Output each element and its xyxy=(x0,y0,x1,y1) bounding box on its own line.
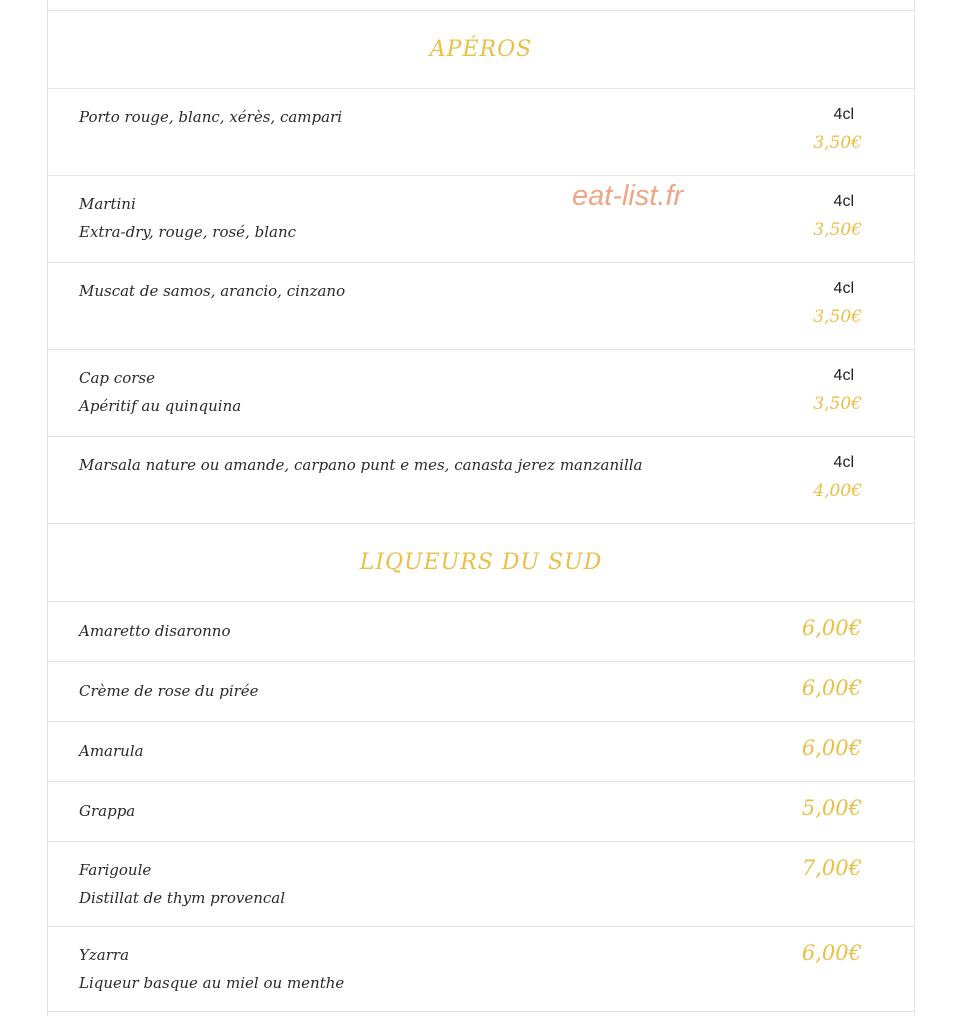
item-price: 3,50€ xyxy=(813,394,862,414)
menu-item xyxy=(48,437,914,524)
item-name: Amaretto disaronno xyxy=(79,622,231,640)
item-text xyxy=(79,451,643,479)
item-price: 7,00€ xyxy=(801,856,862,880)
section-title: LIQUEURS DU SUD xyxy=(359,550,603,575)
item-text xyxy=(79,941,344,997)
item-name: Marsala nature ou amande, carpano punt e mes, canasta jerez manzanilla xyxy=(79,456,643,474)
item-volume: 4cl xyxy=(833,193,854,210)
menu-item xyxy=(48,263,914,350)
item-text xyxy=(79,364,241,420)
item-description: Apéritif au quinquina xyxy=(79,397,242,415)
item-description: Extra-dry, rouge, rosé, blanc xyxy=(79,223,297,241)
item-volume: 4cl xyxy=(833,280,854,297)
item-text xyxy=(79,617,231,645)
item-text xyxy=(79,277,345,305)
watermark: eat-list.fr xyxy=(572,180,684,212)
item-name: Crème de rose du pirée xyxy=(79,682,259,700)
menu-item xyxy=(48,722,914,782)
menu-item xyxy=(48,662,914,722)
item-price: 6,00€ xyxy=(801,616,862,640)
item-volume: 4cl xyxy=(833,454,854,471)
item-volume: 4cl xyxy=(833,367,854,384)
item-text xyxy=(79,737,144,765)
item-price: 5,00€ xyxy=(801,796,862,820)
item-name: Porto rouge, blanc, xérès, campari xyxy=(79,108,343,126)
item-price: 6,00€ xyxy=(801,676,862,700)
item-text xyxy=(79,856,285,912)
item-price: 3,50€ xyxy=(813,220,862,240)
top-divider xyxy=(48,0,914,11)
item-price: 3,50€ xyxy=(813,133,862,153)
item-price: 4,00€ xyxy=(813,481,862,501)
menu-item xyxy=(48,350,914,437)
item-name: Yzarra xyxy=(79,946,130,964)
item-name: Grappa xyxy=(79,802,136,820)
drinks-menu xyxy=(47,0,915,1016)
item-text xyxy=(79,103,342,131)
item-price: 6,00€ xyxy=(801,736,862,760)
item-name: Martini xyxy=(79,195,136,213)
menu-item xyxy=(48,89,914,176)
item-name: Amarula xyxy=(79,742,144,760)
item-text xyxy=(79,190,296,246)
item-description: Distillat de thym provencal xyxy=(79,889,286,907)
menu-item xyxy=(48,782,914,842)
item-name: Farigoule xyxy=(79,861,152,879)
section-title: APÉROS xyxy=(429,37,533,62)
item-price: 3,50€ xyxy=(813,307,862,327)
item-description: Liqueur basque au miel ou menthe xyxy=(79,974,345,992)
menu-item xyxy=(48,842,914,927)
section-header-aperos xyxy=(48,11,914,89)
item-name: Cap corse xyxy=(79,369,155,387)
section-header-liqueurs xyxy=(48,524,914,602)
menu-item xyxy=(48,176,914,263)
item-text xyxy=(79,797,135,825)
item-price: 6,00€ xyxy=(801,941,862,965)
menu-item xyxy=(48,602,914,662)
item-text xyxy=(79,677,259,705)
item-name: Muscat de samos, arancio, cinzano xyxy=(79,282,346,300)
item-volume: 4cl xyxy=(833,106,854,123)
menu-item xyxy=(48,927,914,1012)
